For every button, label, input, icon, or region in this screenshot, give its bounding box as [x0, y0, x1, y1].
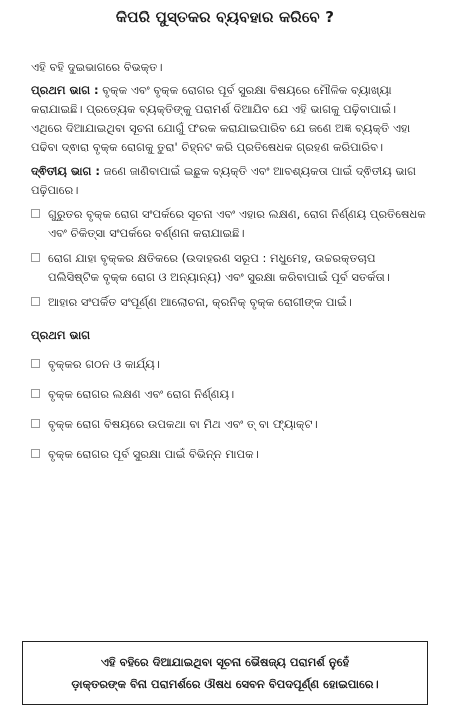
list-item [31, 293, 428, 312]
disclaimer-box [22, 641, 428, 705]
list-item [31, 445, 428, 464]
disclaimer-line-1: ଏହି ବହିରେ ଦିଆଯାଇଥିବା ସୂଚନା ଭୈଷଜ୍ୟ ପରାମର୍ଶ ନୁହେଁ [100, 655, 350, 669]
square-bullet-icon [31, 419, 40, 428]
list-item [31, 385, 428, 404]
part-two-label: ଦ୍ଵିତୀୟ ଭାଗ : [31, 164, 100, 178]
list-item-text: ବୃକ୍କର ଗଠନ ଓ କାର୍ଯ୍ୟ। [48, 357, 160, 371]
list-item [31, 355, 428, 374]
list-item-text: ବୃକ୍କ ରୋଗ ବିଷୟରେ ଉପକଥା ବା ମିଥ ଏବଂ ତ୍ ବା ଫ୍ୟାକ୍ଟ। [48, 417, 318, 431]
square-bullet-icon [31, 209, 40, 218]
list-item-text: ଆହାର ସଂପର୍କିତ ସଂପୂର୍ଣ୍ଣ ଆଲୋଚନା, କ୍ରନିକ୍ ବୃକ୍କ ରୋଗୀଙ୍କ ପାଇଁ। [48, 295, 352, 309]
square-bullet-icon [31, 449, 40, 458]
page-title: କିପରି ପୁସ୍ତକର ବ୍ୟବହାର କରିବେ ? [115, 8, 335, 26]
square-bullet-icon [31, 359, 40, 368]
part-one-label: ପ୍ରଥମ ଭାଗ : [31, 83, 99, 97]
part-two-text: ଜଣେ ଜାଣିବାପାଇଁ ଇଛୁକ ବ୍ୟକ୍ତି ଏବଂ ଆବଶ୍ୟକତା ପାଇଁ ଦ୍ଵିତୀୟ ଭାଗ ପଢ଼ିପାରେ। [31, 164, 416, 197]
list-item-text: ବୃକ୍କ ରୋଗର ଲକ୍ଷଣ ଏବଂ ରୋଗ ନିର୍ଣ୍ଣୟ। [48, 387, 235, 401]
intro-text: ଏହି ବହି ଦୁଇଭାଗରେ ବିଭକ୍ତ। [31, 60, 163, 74]
square-bullet-icon [31, 253, 40, 262]
part-two-description [31, 162, 428, 200]
document-body [31, 58, 428, 475]
part-one-text: ବୃକ୍କ ଏବଂ ବୃକ୍କ ରୋଗର ପୂର୍ବ ସୁରକ୍ଷା ବିଷୟରେ ମୌଳିକ ବ୍ୟାଖ୍ୟା କରାଯାଇଛି। ପ୍ରତ୍ୟେକ ବ୍ୟକ୍ତିଙ୍କୁ ପରାମର୍ଶ ଦିଆଯିବ ଯେ ଏହି ଭାଗକୁ ପଢ଼ିବାପାଇଁ। ଏଥିରେ ଦିଆଯାଇଥିବା ସୂଚନା ଯୋଗୁଁ ଫରକ କରାଯାଇପାରିବ ଯେ ଜଣେ ଅଜ୍ଞ ବ୍ୟକ୍ତି ଏହା ପଢିବା ଦ୍ଵାରା ବୃକ୍କ ରୋଗକୁ ତୁରା' ଚିହ୍ନଟ କରି ପ୍ରତିଷେଧକ ଗ୍ରହଣ କରିପାରିବ। [31, 83, 411, 154]
list-item-text: ରୋଗ ଯାହା ବୃକ୍କର କ୍ଷତିକରେ (ଉଦାହରଣ ସରୂପ : ମଧୁମେହ, ଉଚ୍ଚରକ୍ତଚାପ ପଲିସିଷ୍ଟିକ ବୃକ୍କ ରୋଗ ଓ ଅନ୍ୟାନ୍ୟ) ଏବଂ ସୁରକ୍ଷା କରିବାପାଇଁ ପୂର୍ବ ସତର୍କତା। [48, 251, 390, 284]
part-two-bullet-list [31, 205, 428, 312]
list-item [31, 249, 428, 287]
part-one-bullet-list [31, 355, 428, 464]
part-one-description [31, 81, 428, 157]
square-bullet-icon [31, 389, 40, 398]
square-bullet-icon [31, 297, 40, 306]
section-heading-part-one: ପ୍ରଥମ ଭାଗ [31, 328, 91, 342]
disclaimer-line-2: ଡ଼ାକ୍ତରଙ୍କ ବିନା ପରାମର୍ଶରେ ଔଷଧ ସେବନ ବିପଦପୂର୍ଣ୍ଣ ହୋଇପାରେ। [71, 677, 379, 691]
list-item-text: ଗୁରୁତର ବୃକ୍କ ରୋଗ ସଂପର୍କରେ ସୂଚନା ଏବଂ ଏହାର ଲକ୍ଷଣ, ରୋଗ ନିର୍ଣ୍ଣୟ ପ୍ରତିଷେଧକ ଏବଂ ଚିକିତ୍ସା ସଂପର୍କରେ ବର୍ଣ୍ଣନା କରାଯାଇଛି। [48, 207, 426, 240]
list-item [31, 415, 428, 434]
list-item [31, 205, 428, 243]
list-item-text: ବୃକ୍କ ରୋଗର ପୂର୍ବ ସୁରକ୍ଷା ପାଇଁ ବିଭିନ୍ନ ମାପକ। [48, 447, 259, 461]
